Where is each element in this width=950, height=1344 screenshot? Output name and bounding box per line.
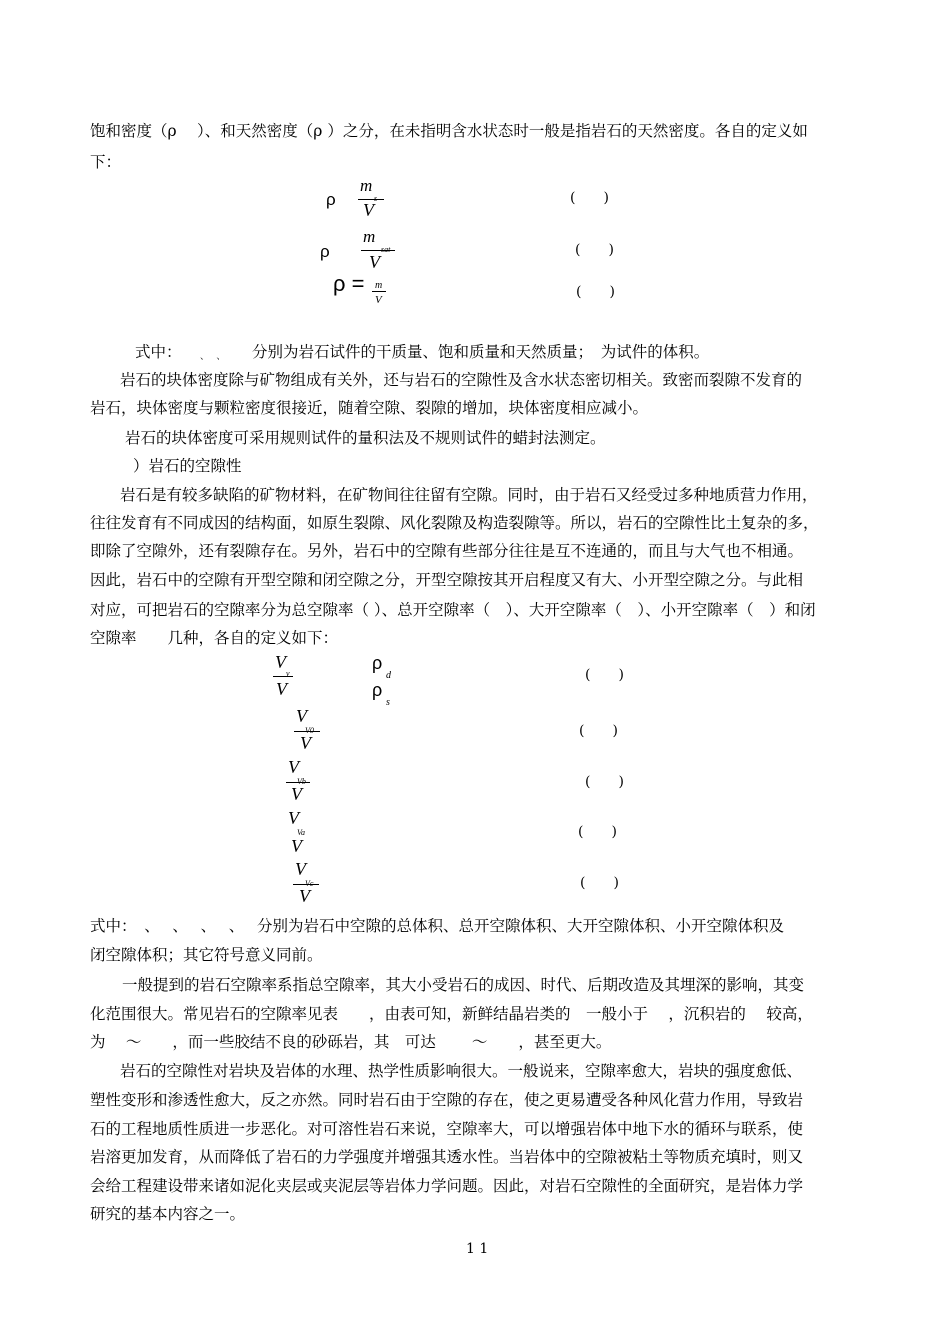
range-para-line-2: 化范围很大。常见岩石的空隙率见表 ，由表可知，新鲜结晶岩类的 一般小于 ，沉积岩的 较高， bbox=[90, 1005, 813, 1023]
formula-lhs: ρ bbox=[326, 190, 336, 209]
porosity-note-line-1: 式中： 、 、 、 、 分别为岩石中空隙的总体积、总开空隙体积、大开空隙体积、小开空隙体积及 bbox=[90, 917, 784, 935]
density-intro-line-2: 下： bbox=[90, 153, 122, 171]
formula-subscript: sat bbox=[381, 245, 391, 254]
equation-number: ( ) bbox=[585, 774, 624, 790]
rho-dry: ρ bbox=[372, 653, 383, 673]
equation-number: ( ) bbox=[585, 667, 624, 683]
density-note-marks: 、 、 bbox=[200, 352, 226, 362]
range-para-line-1: 一般提到的岩石空隙率系指总空隙率，其大小受岩石的成因、时代、后期改造及其埋深的影响，其变 bbox=[122, 976, 805, 994]
formula-lhs: ρ = bbox=[333, 271, 365, 296]
formula-numerator: V bbox=[296, 706, 307, 726]
range-para-line-3: 为 ～ ，而一些胶结不良的砂砾岩，其 可达 ～ ，甚至更大。 bbox=[90, 1033, 612, 1051]
porosity-note-line-2: 闭空隙体积；其它符号意义同前。 bbox=[90, 946, 323, 964]
equation-number: ( ) bbox=[578, 824, 617, 840]
formula-denominator: V bbox=[299, 886, 310, 906]
porosity-heading: ）岩石的空隙性 bbox=[133, 457, 242, 475]
porosity-para-line-6: 空隙率 几种，各自的定义如下： bbox=[90, 629, 339, 647]
formula-numerator: V bbox=[275, 652, 286, 672]
formula-numerator: m bbox=[375, 280, 383, 291]
formula-lhs: ρ bbox=[320, 242, 330, 261]
equation-number: ( ) bbox=[579, 723, 618, 739]
formula-subscript: Vc bbox=[305, 879, 314, 888]
formula-denominator: V bbox=[375, 294, 382, 306]
effect-para-line-5: 会给工程建设带来诸如泥化夹层或夹泥层等岩体力学问题。因此，对岩石空隙性的全面研究，是岩体力学 bbox=[90, 1177, 804, 1195]
formula-numerator: V bbox=[295, 859, 306, 879]
formula-numerator: V bbox=[288, 808, 299, 828]
formula-denominator: V bbox=[300, 733, 311, 753]
formula-subscript: Vb bbox=[297, 777, 306, 786]
formula-numerator: m bbox=[360, 176, 373, 195]
formula-subscript: v bbox=[286, 669, 290, 678]
formula-denominator: V bbox=[369, 252, 380, 272]
formula-subscript: s bbox=[374, 194, 378, 203]
equation-number: ( ) bbox=[576, 284, 615, 300]
density-method-line: 岩石的块体密度可采用规则试件的量积法及不规则试件的蜡封法测定。 bbox=[125, 429, 606, 447]
rho-particle: ρ bbox=[372, 680, 383, 700]
rho-particle-subscript: s bbox=[386, 697, 390, 708]
formula-numerator: m bbox=[363, 227, 376, 246]
formula-denominator: V bbox=[363, 200, 374, 220]
equation-number: ( ) bbox=[570, 190, 609, 206]
formula-denominator: V bbox=[291, 784, 302, 804]
density-note-prefix: 式中： bbox=[135, 343, 182, 361]
porosity-para-line-3: 即除了空隙外，还有裂隙存在。另外，岩石中的空隙有些部分往往是互不连通的，而且与大气也不相通。 bbox=[90, 542, 804, 560]
density-intro-line-1: 饱和密度（ρ ）、和天然密度（ρ ）之分，在未指明含水状态时一般是指岩石的天然密度。各自的定义如 bbox=[90, 122, 808, 140]
formula-denominator: V bbox=[276, 679, 287, 699]
porosity-para-line-1: 岩石是有较多缺陷的矿物材料，在矿物间往往留有空隙。同时，由于岩石又经受过多种地质营力作用， bbox=[120, 486, 818, 504]
formula-numerator: V bbox=[288, 757, 299, 777]
porosity-para-line-2: 往往发育有不同成因的结构面，如原生裂隙、风化裂隙及构造裂隙等。所以，岩石的空隙性比土复杂的多， bbox=[90, 514, 819, 532]
effect-para-line-1: 岩石的空隙性对岩块及岩体的水理、热学性质影响很大。一般说来，空隙率愈大，岩块的强度愈低、 bbox=[120, 1062, 803, 1080]
page-number: 1 1 bbox=[466, 1241, 489, 1257]
effect-para-line-4: 岩溶更加发育，从而降低了岩石的力学强度并增强其透水性。当岩体中的空隙被粘土等物质充填时，则又 bbox=[90, 1148, 804, 1166]
formula-subscript: Va bbox=[297, 828, 305, 837]
rho-dry-subscript: d bbox=[386, 670, 391, 681]
porosity-para-line-4: 因此，岩石中的空隙有开型空隙和闭空隙之分，开型空隙按其开启程度又有大、小开型空隙之分。与此相 bbox=[90, 571, 804, 589]
equation-number: ( ) bbox=[580, 875, 619, 891]
fraction-bar bbox=[273, 676, 293, 677]
effect-para-line-3: 石的工程地质性质进一步恶化。对可溶性岩石来说，空隙率大，可以增强岩体中地下水的循环与联系，使 bbox=[90, 1120, 804, 1138]
equation-number: ( ) bbox=[575, 242, 614, 258]
effect-para-line-2: 塑性变形和渗透性愈大，反之亦然。同时岩石由于空隙的存在，使之更易遭受各种风化营力作用，导致岩 bbox=[90, 1091, 804, 1109]
formula-denominator: V bbox=[291, 836, 302, 856]
fraction-bar bbox=[372, 291, 386, 292]
density-note-text: 分别为岩石试件的干质量、饱和质量和天然质量； 为试件的体积。 bbox=[252, 343, 710, 361]
effect-para-line-6: 研究的基本内容之一。 bbox=[90, 1205, 246, 1223]
porosity-para-line-5: 对应，可把岩石的空隙率分为总空隙率（ ）、总开空隙率（ ）、大开空隙率（ ）、小开空隙率（ ）和闭 bbox=[90, 601, 816, 619]
density-relation-line-2: 岩石，块体密度与颗粒密度很接近，随着空隙、裂隙的增加，块体密度相应减小。 bbox=[90, 399, 649, 417]
formula-subscript: V0 bbox=[305, 726, 314, 735]
density-relation-line-1: 岩石的块体密度除与矿物组成有关外，还与岩石的空隙性及含水状态密切相关。致密而裂隙不发育的 bbox=[120, 371, 803, 389]
